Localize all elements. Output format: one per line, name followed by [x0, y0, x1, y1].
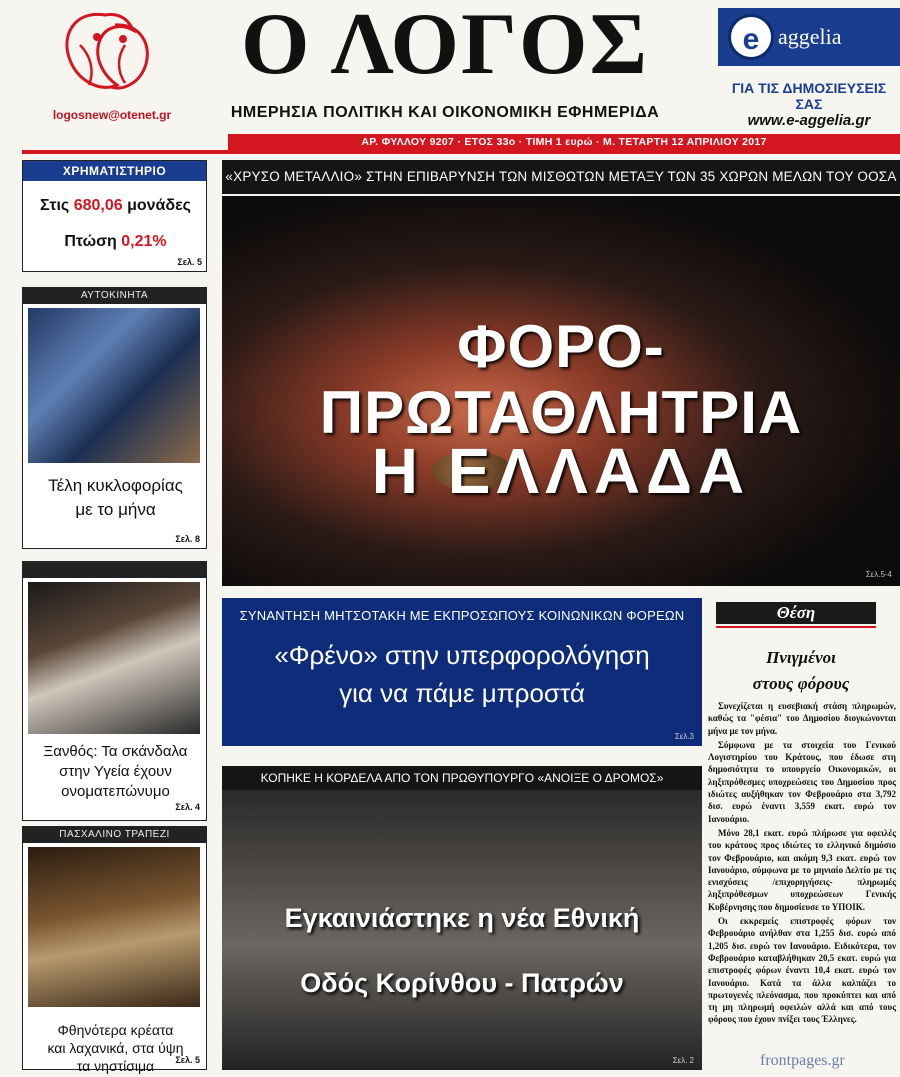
opinion-body	[708, 700, 896, 1028]
cars-photo	[28, 308, 200, 463]
easter-section-header: ΠΑΣΧΑΛΙΝΟ ΤΡΑΠΕΖΙ	[23, 827, 206, 843]
opinion-title-line2[interactable]: στους φόρους	[752, 674, 850, 693]
ad-tagline: ΓΙΑ ΤΙΣ ΔΗΜΟΣΙΕΥΣΕΙΣ ΣΑΣ	[731, 80, 887, 112]
health-photo	[28, 582, 200, 734]
frontpages-watermark: frontpages.gr	[760, 1052, 845, 1069]
market-photo	[28, 847, 200, 1007]
e-aggelia-ad[interactable]	[718, 8, 900, 66]
page-ref: Σελ. 4	[175, 802, 200, 812]
mitsotakis-kicker: ΣΥΝΑΝΤΗΣΗ ΜΗΤΣΟΤΑΚΗ ΜΕ ΕΚΠΡΟΣΩΠΟΥΣ ΚΟΙΝΩΝΙΚΩΝ ΦΟΡΕΩΝ	[239, 608, 685, 623]
e-aggelia-logo-icon: e	[728, 14, 774, 60]
easter-table-story-box[interactable]	[22, 826, 207, 1074]
highway-story[interactable]	[222, 790, 702, 1070]
page-ref: Σελ.3	[674, 732, 694, 741]
opinion-header: Θέση	[716, 602, 876, 624]
opinion-title-line1[interactable]: Πνιγμένοι	[766, 648, 836, 667]
opinion-paragraph: Οι εκκρεμείς επιστροφές φόρων τον Φεβρουάριο ανήλθαν στα 1,255 δισ. ευρώ από 1,205 δισ. ευρώ τον Ιανουάριο. Ειδικότερα, τον Φεβρουάριο καταβλήθηκαν 20,5 εκατ. ευρώ για επιστροφές φόρων έναντι 10,4 εκατ. ευρώ τον Ιανουάριο. Κατά τα άλλα καλπάζει το πρωτογενές πλεόνασμα, που προκύπτει και από τη μη πληρωμή οφειλών αλλά και από τους φόρους που έχουν πνίξει τους Έλληνες.	[708, 916, 896, 1025]
page-ref: Σελ. 5	[175, 1055, 200, 1065]
page-ref: Σελ.5-4	[865, 570, 892, 579]
easter-headline: Φθηνότερα κρέατα και λαχανικά, στα ύψη τα νηστίσιμα	[47, 1022, 184, 1074]
mitsotakis-headline-line1: «Φρένο» στην υπερφορολόγηση	[274, 640, 650, 670]
highway-headline-line1: Εγκαινιάστηκε η νέα Εθνική	[284, 903, 640, 933]
ad-url-link[interactable]: www.e-aggelia.gr	[747, 112, 871, 129]
issue-info-bar: ΑΡ. ΦΥΛΛΟΥ 9207 · ΕΤΟΣ 33ο · ΤΙΜΗ 1 ευρώ · Μ. ΤΕΤΑΡΤΗ 12 ΑΠΡΙΛΙΟΥ 2017	[228, 134, 900, 150]
contact-email[interactable]: logosnew@otenet.gr	[52, 108, 172, 122]
opinion-paragraph: Μόνο 28,1 εκατ. ευρώ πλήρωσε για οφειλές του κράτους προς ιδιώτες το ελληνικό δημόσιο τον Φεβρουάριο, και ακόμη 9,3 εκατ. ευρώ τον Ιανουάριο, σύμφωνα με το μηνιαίο Δελτίο με τις ενισχύσεις /επιχορηγήσεις- πληρωμές ληξιπρόθεσμων υποχρεώσεων Γενικής Κυβέρνησης που δημοσίευσε το ΥΠΟΙΚ.	[708, 827, 896, 912]
opinion-divider	[716, 626, 876, 628]
market-change-value: 0,21%	[121, 233, 167, 250]
lead-headline-line2: Η ΕΛΛΑΔΑ	[371, 435, 751, 507]
health-section-header	[23, 562, 206, 578]
opinion-paragraph: Συνεχίζεται η ευσεβιακή στάση πληρωμών, καθώς τα "φέσια" του Δημοσίου διογκώνονται μήνα με τον μήνα.	[708, 701, 896, 736]
page-ref: Σελ. 2	[672, 1056, 694, 1065]
highway-kicker: ΚΟΠΗΚΕ Η ΚΟΡΔΕΛΑ ΑΠΟ ΤΟΝ ΠΡΩΘΥΠΟΥΡΓΟ «ΑΝΟΙΞΕ Ο ΔΡΟΜΟΣ»	[222, 766, 702, 790]
highway-headline-line2: Οδός Κορίνθου - Πατρών	[300, 968, 624, 998]
health-story-box[interactable]	[22, 561, 207, 821]
cars-section-header: ΑΥΤΟΚΙΝΗΤΑ	[23, 288, 206, 304]
health-headline: Ξανθός: Τα σκάνδαλα στην Υγεία έχουν ονοματεπώνυμο	[43, 743, 188, 800]
market-change-line: Πτώση 0,21%	[64, 233, 167, 250]
masthead-divider	[22, 150, 900, 154]
page-ref: Σελ. 5	[177, 257, 202, 267]
lead-headline-line1: ΦΟΡΟ-ΠΡΩΤΑΘΛΗΤΡΙΑ	[319, 313, 803, 446]
newspaper-subtitle: ΗΜΕΡΗΣΙΑ ΠΟΛΙΤΙΚΗ ΚΑΙ ΟΙΚΟΝΟΜΙΚΗ ΕΦΗΜΕΡΙΔΑ	[230, 104, 660, 121]
cars-headline: Τέλη κυκλοφορίας με το μήνα	[48, 476, 183, 519]
market-index-value: 680,06	[73, 197, 123, 214]
mitsotakis-headline-line2: για να πάμε μπροστά	[339, 678, 585, 708]
newspaper-logo-emblem	[45, 5, 165, 100]
opinion-paragraph: Σύμφωνα με τα στοιχεία του Γενικού Λογιστηρίου του Κράτους, που έδωσε στη δημοσιότητα το υπουργείο Οικονομικών, οι ληξιπρόθεσμες υποχρεώσεις του Δημοσίου προς ιδιώτες αυξήθηκαν τον Φεβρουάριο στα 3,792 δισ. ευρώ έναντι 3,559 εκατ. ευρώ τον Ιανουάριο.	[708, 739, 896, 824]
ad-brand-name: aggelia	[778, 24, 842, 49]
page-ref: Σελ. 8	[175, 534, 200, 544]
market-index-line: Στις 680,06 μονάδες	[40, 197, 191, 214]
stock-market-box[interactable]	[22, 160, 207, 272]
newspaper-title: Ο ΛΟΓΟΣ	[241, 0, 649, 93]
mitsotakis-story[interactable]	[222, 598, 702, 746]
cars-story-box[interactable]	[22, 287, 207, 549]
lead-kicker: «ΧΡΥΣΟ ΜΕΤΑΛΛΙΟ» ΣΤΗΝ ΕΠΙΒΑΡΥΝΣΗ ΤΩΝ ΜΙΣΘΩΤΩΝ ΜΕΤΑΞΥ ΤΩΝ 35 ΧΩΡΩΝ ΜΕΛΩΝ ΤΟΥ ΟΟΣΑ	[222, 160, 900, 194]
lead-story[interactable]	[222, 196, 900, 586]
stock-market-header: ΧΡΗΜΑΤΙΣΤΗΡΙΟ	[23, 161, 206, 181]
